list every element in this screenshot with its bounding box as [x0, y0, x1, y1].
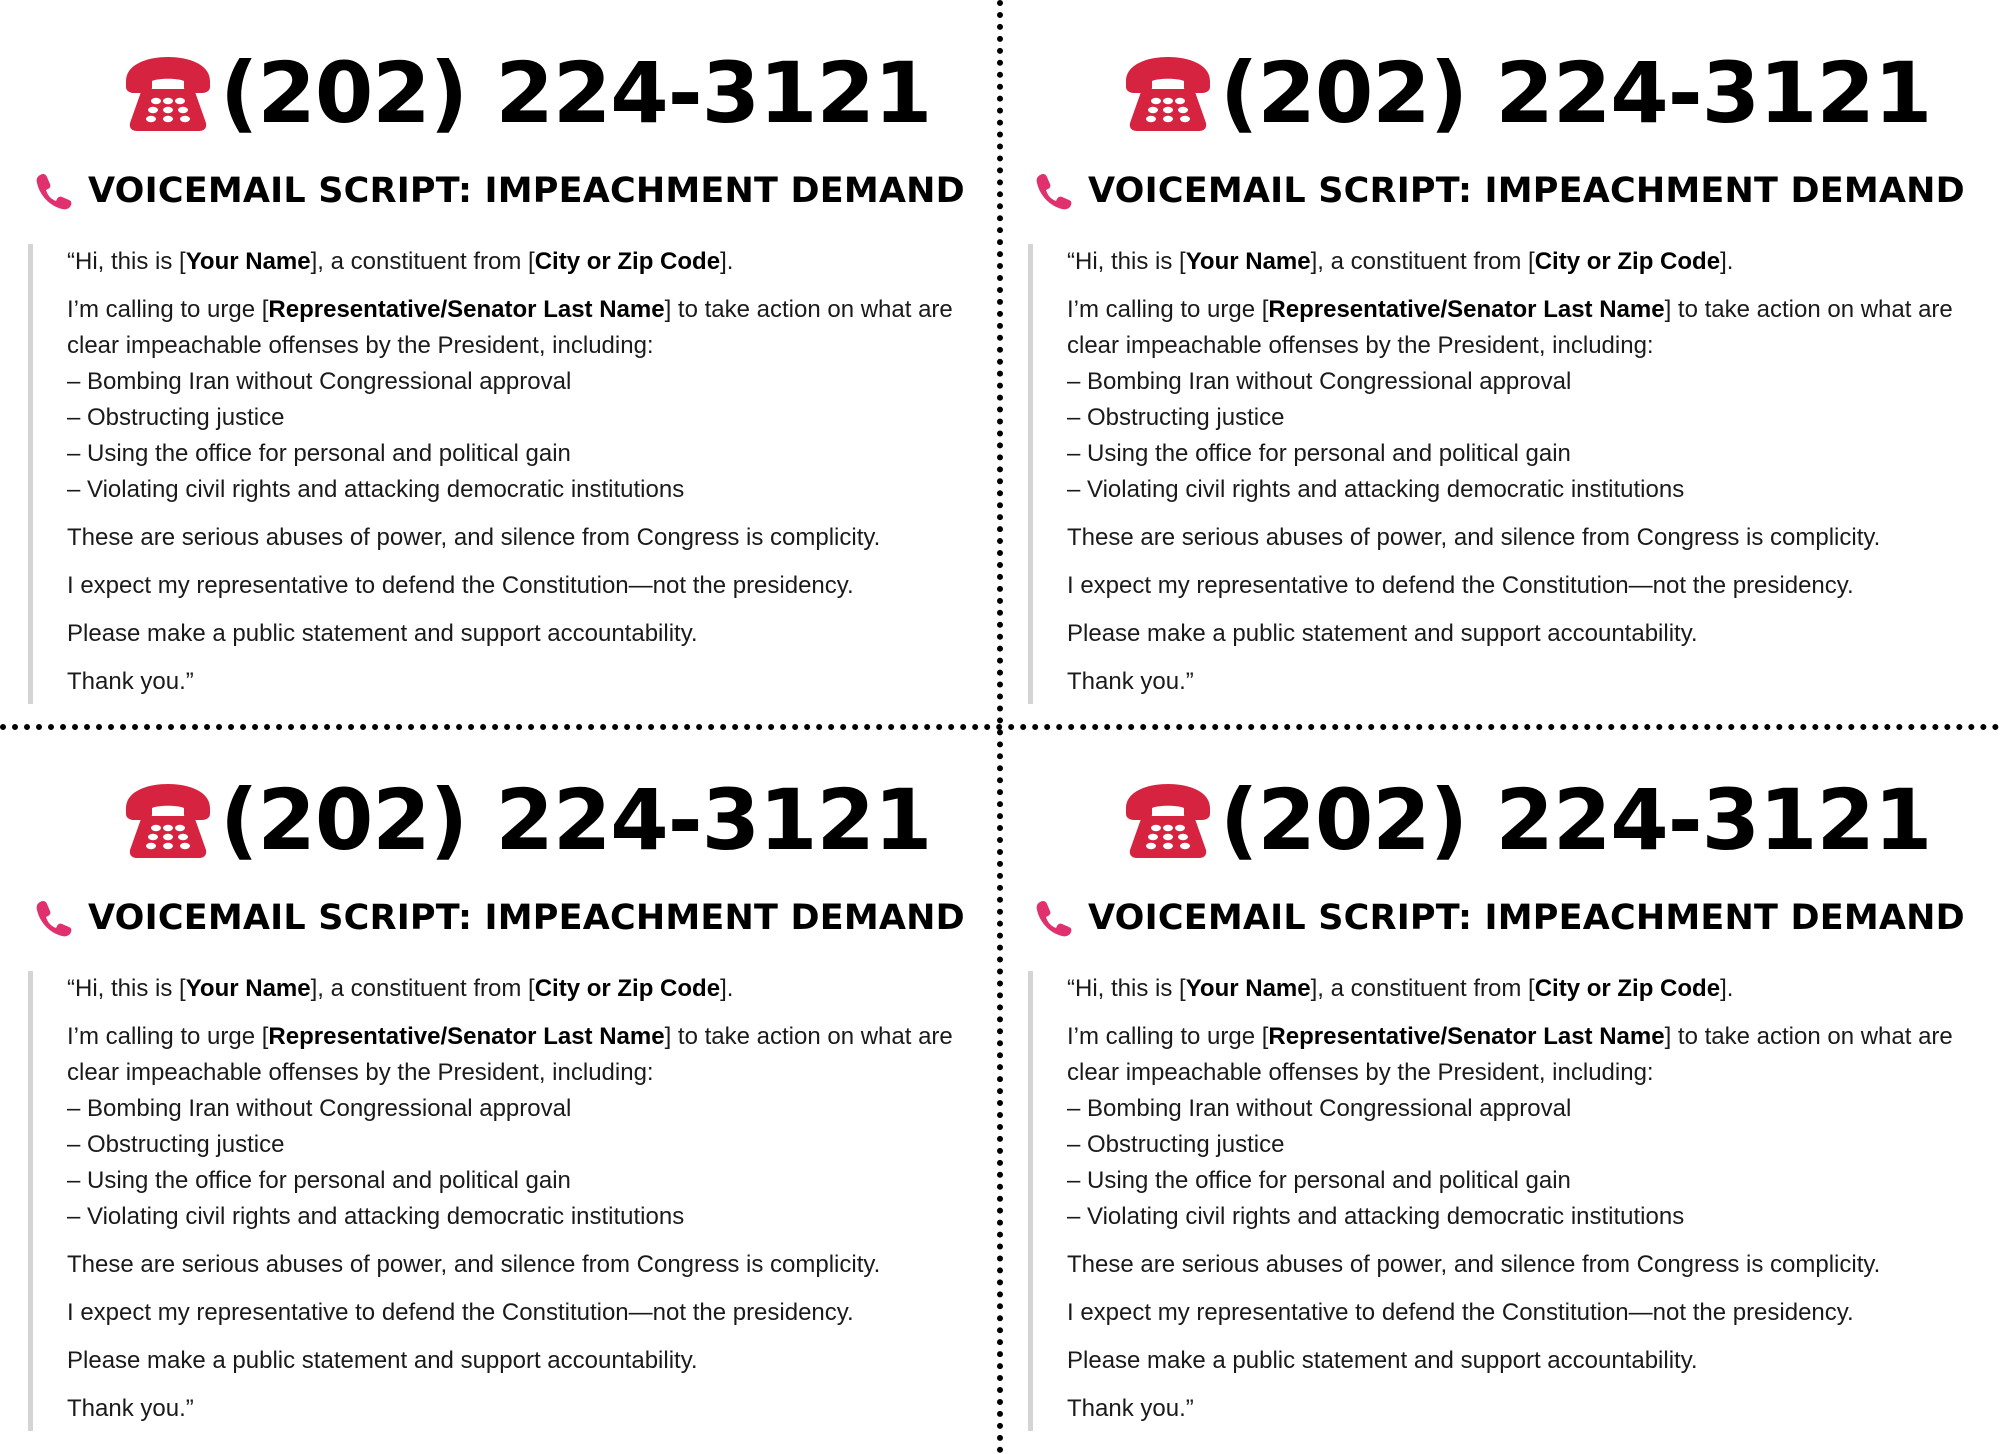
- telephone-icon: [120, 51, 216, 135]
- offense-item: – Obstructing justice: [1067, 404, 1285, 431]
- rep-placeholder: Representative/Senator Last Name: [1268, 296, 1665, 323]
- phone-number: (202) 224-3121: [1220, 44, 1932, 142]
- phone-row: [1120, 765, 1931, 875]
- city-placeholder: City or Zip Code: [1534, 248, 1721, 275]
- offense-item: – Violating civil rights and attacking democratic institutions: [1067, 476, 1685, 503]
- offense-item: – Using the office for personal and political gain: [67, 1167, 571, 1194]
- script-urge: I’m calling to urge [Representative/Senator Last Name] to take action on what are: [1067, 296, 1953, 323]
- handset-icon: [1034, 171, 1074, 211]
- phone-row: [1120, 38, 1931, 148]
- voicemail-script: [1028, 971, 1968, 1431]
- name-placeholder: Your Name: [1185, 248, 1311, 275]
- city-placeholder: City or Zip Code: [534, 975, 721, 1002]
- script-intro: “Hi, this is [Your Name], a constituent from [City or Zip Code].: [1067, 975, 1734, 1002]
- heading-row: [1034, 168, 1965, 214]
- offense-item: – Using the office for personal and political gain: [1067, 440, 1571, 467]
- offense-item: – Using the office for personal and political gain: [67, 440, 571, 467]
- script-heading: VOICEMAIL SCRIPT: IMPEACHMENT DEMAND: [88, 898, 965, 938]
- offense-item: – Obstructing justice: [67, 404, 285, 431]
- telephone-icon: [1120, 778, 1216, 862]
- name-placeholder: Your Name: [185, 248, 311, 275]
- offense-item: – Using the office for personal and political gain: [1067, 1167, 1571, 1194]
- offense-item: – Bombing Iran without Congressional approval: [1067, 1095, 1572, 1122]
- script-thanks: Thank you.”: [67, 1395, 194, 1422]
- telephone-icon: [1120, 51, 1216, 135]
- rep-placeholder: Representative/Senator Last Name: [1268, 1023, 1665, 1050]
- script-urge-cont: clear impeachable offenses by the President, including:: [1067, 1059, 1654, 1086]
- script-urge-cont: clear impeachable offenses by the President, including:: [67, 332, 654, 359]
- city-placeholder: City or Zip Code: [534, 248, 721, 275]
- script-urge: I’m calling to urge [Representative/Senator Last Name] to take action on what are: [67, 296, 953, 323]
- voicemail-script: [1028, 244, 1968, 704]
- rep-placeholder: Representative/Senator Last Name: [268, 296, 665, 323]
- script-card: [0, 727, 1000, 1454]
- script-intro: “Hi, this is [Your Name], a constituent from [City or Zip Code].: [67, 248, 734, 275]
- script-urge: I’m calling to urge [Representative/Senator Last Name] to take action on what are: [1067, 1023, 1953, 1050]
- script-statement: Please make a public statement and support accountability.: [1067, 1347, 1698, 1374]
- script-card: [1000, 0, 2000, 727]
- offense-item: – Violating civil rights and attacking democratic institutions: [67, 1203, 685, 1230]
- telephone-icon: [120, 778, 216, 862]
- phone-number: (202) 224-3121: [220, 771, 932, 869]
- offense-item: – Obstructing justice: [67, 1131, 285, 1158]
- phone-row: [120, 38, 931, 148]
- name-placeholder: Your Name: [185, 975, 311, 1002]
- script-expect: I expect my representative to defend the Constitution—not the presidency.: [1067, 1299, 1854, 1326]
- script-heading: VOICEMAIL SCRIPT: IMPEACHMENT DEMAND: [1088, 898, 1965, 938]
- offense-item: – Bombing Iran without Congressional approval: [1067, 368, 1572, 395]
- script-expect: I expect my representative to defend the Constitution—not the presidency.: [1067, 572, 1854, 599]
- script-expect: I expect my representative to defend the Constitution—not the presidency.: [67, 572, 854, 599]
- script-thanks: Thank you.”: [67, 668, 194, 695]
- handset-icon: [34, 898, 74, 938]
- handset-icon: [34, 171, 74, 211]
- heading-row: [34, 895, 965, 941]
- offense-item: – Bombing Iran without Congressional approval: [67, 368, 572, 395]
- handset-icon: [1034, 898, 1074, 938]
- voicemail-script: [28, 244, 968, 704]
- horizontal-cut-line: [0, 724, 2000, 730]
- script-thanks: Thank you.”: [1067, 668, 1194, 695]
- script-card: [0, 0, 1000, 727]
- script-intro: “Hi, this is [Your Name], a constituent from [City or Zip Code].: [1067, 248, 1734, 275]
- script-abuse: These are serious abuses of power, and silence from Congress is complicity.: [67, 1251, 881, 1278]
- script-heading: VOICEMAIL SCRIPT: IMPEACHMENT DEMAND: [88, 171, 965, 211]
- phone-row: [120, 765, 931, 875]
- offense-item: – Violating civil rights and attacking democratic institutions: [67, 476, 685, 503]
- rep-placeholder: Representative/Senator Last Name: [268, 1023, 665, 1050]
- script-intro: “Hi, this is [Your Name], a constituent from [City or Zip Code].: [67, 975, 734, 1002]
- script-expect: I expect my representative to defend the Constitution—not the presidency.: [67, 1299, 854, 1326]
- script-urge: I’m calling to urge [Representative/Senator Last Name] to take action on what are: [67, 1023, 953, 1050]
- offense-item: – Obstructing justice: [1067, 1131, 1285, 1158]
- script-abuse: These are serious abuses of power, and silence from Congress is complicity.: [1067, 524, 1881, 551]
- heading-row: [1034, 895, 1965, 941]
- offense-item: – Violating civil rights and attacking democratic institutions: [1067, 1203, 1685, 1230]
- script-thanks: Thank you.”: [1067, 1395, 1194, 1422]
- script-urge-cont: clear impeachable offenses by the President, including:: [1067, 332, 1654, 359]
- name-placeholder: Your Name: [1185, 975, 1311, 1002]
- phone-number: (202) 224-3121: [1220, 771, 1932, 869]
- city-placeholder: City or Zip Code: [1534, 975, 1721, 1002]
- script-abuse: These are serious abuses of power, and silence from Congress is complicity.: [1067, 1251, 1881, 1278]
- heading-row: [34, 168, 965, 214]
- script-urge-cont: clear impeachable offenses by the President, including:: [67, 1059, 654, 1086]
- script-heading: VOICEMAIL SCRIPT: IMPEACHMENT DEMAND: [1088, 171, 1965, 211]
- script-statement: Please make a public statement and support accountability.: [1067, 620, 1698, 647]
- phone-number: (202) 224-3121: [220, 44, 932, 142]
- script-card: [1000, 727, 2000, 1454]
- script-abuse: These are serious abuses of power, and silence from Congress is complicity.: [67, 524, 881, 551]
- script-statement: Please make a public statement and support accountability.: [67, 620, 698, 647]
- offense-item: – Bombing Iran without Congressional approval: [67, 1095, 572, 1122]
- script-statement: Please make a public statement and support accountability.: [67, 1347, 698, 1374]
- voicemail-script: [28, 971, 968, 1431]
